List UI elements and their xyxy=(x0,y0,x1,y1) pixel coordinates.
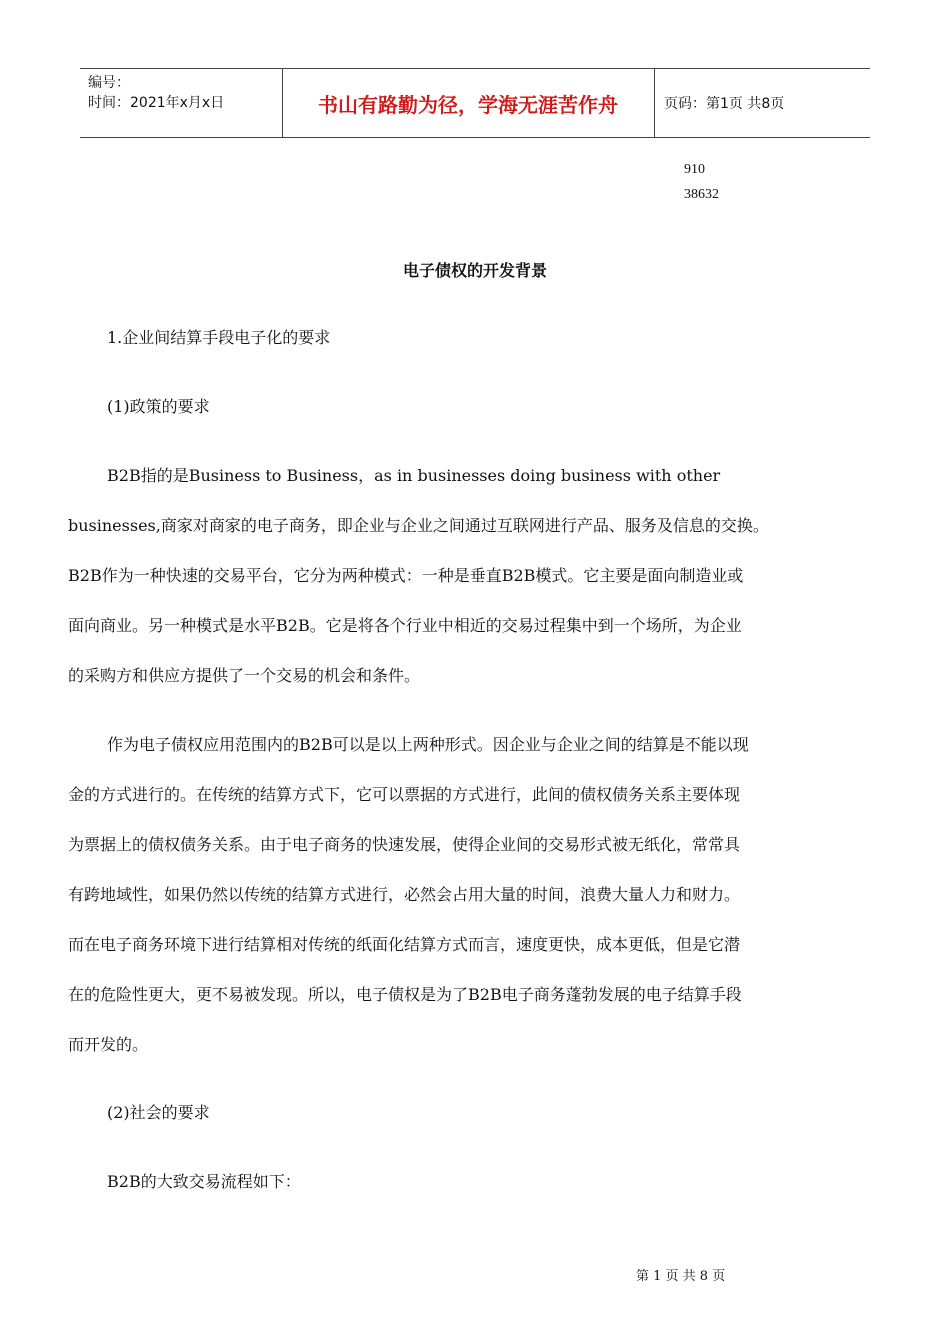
subsection-heading: (2)社会的要求 xyxy=(107,1103,210,1122)
paragraph-line: 金的方式进行的。在传统的结算方式下，它可以票据的方式进行，此间的债权债务关系主要体现 xyxy=(68,785,741,804)
doc-code: 910 xyxy=(684,162,705,177)
page-footer: 第 1 页 共 8 页 xyxy=(636,1269,726,1284)
paragraph-line: B2B指的是Business to Business，as in businesses doing business with other xyxy=(107,466,721,485)
header-info xyxy=(88,73,278,113)
subsection-heading: (1)政策的要求 xyxy=(107,397,210,416)
header-motto: 书山有路勤为径，学海无涯苦作舟 xyxy=(318,92,618,117)
paragraph-line: B2B作为一种快速的交易平台，它分为两种模式：一种是垂直B2B模式。它主要是面向制造业或 xyxy=(68,566,744,585)
number-label: 编号： xyxy=(88,75,130,91)
paragraph-line: 而开发的。 xyxy=(68,1035,149,1054)
paragraph-line: B2B的大致交易流程如下： xyxy=(107,1172,301,1191)
header-divider xyxy=(654,69,655,137)
paragraph-line: 而在电子商务环境下进行结算相对传统的纸面化结算方式而言，速度更快，成本更低，但是它潜 xyxy=(68,935,741,954)
doc-code: 38632 xyxy=(684,187,719,202)
paragraph-line: 作为电子债权应用范围内的B2B可以是以上两种形式。因企业与企业之间的结算是不能以现 xyxy=(107,735,749,754)
paragraph-line: 为票据上的债权债务关系。由于电子商务的快速发展，使得企业间的交易形式被无纸化，常常具 xyxy=(68,835,741,854)
paragraph-line: 有跨地域性，如果仍然以传统的结算方式进行，必然会占用大量的时间，浪费大量人力和财力。 xyxy=(68,885,741,904)
document-header xyxy=(80,68,870,138)
time-label: 时间：2021年x月x日 xyxy=(88,95,225,111)
paragraph-line: businesses,商家对商家的电子商务，即企业与企业之间通过互联网进行产品、服务及信息的交换。 xyxy=(68,516,769,535)
page-label: 页码：第1页 共8页 xyxy=(664,96,785,112)
section-heading: 1.企业间结算手段电子化的要求 xyxy=(107,328,331,347)
paragraph-line: 面向商业。另一种模式是水平B2B。它是将各个行业中相近的交易过程集中到一个场所，为企业 xyxy=(68,616,742,635)
paragraph-line: 在的危险性更大，更不易被发现。所以，电子债权是为了B2B电子商务蓬勃发展的电子结算手段 xyxy=(68,985,742,1004)
document-title: 电子债权的开发背景 xyxy=(402,261,547,280)
paragraph-line: 的采购方和供应方提供了一个交易的机会和条件。 xyxy=(68,666,421,685)
